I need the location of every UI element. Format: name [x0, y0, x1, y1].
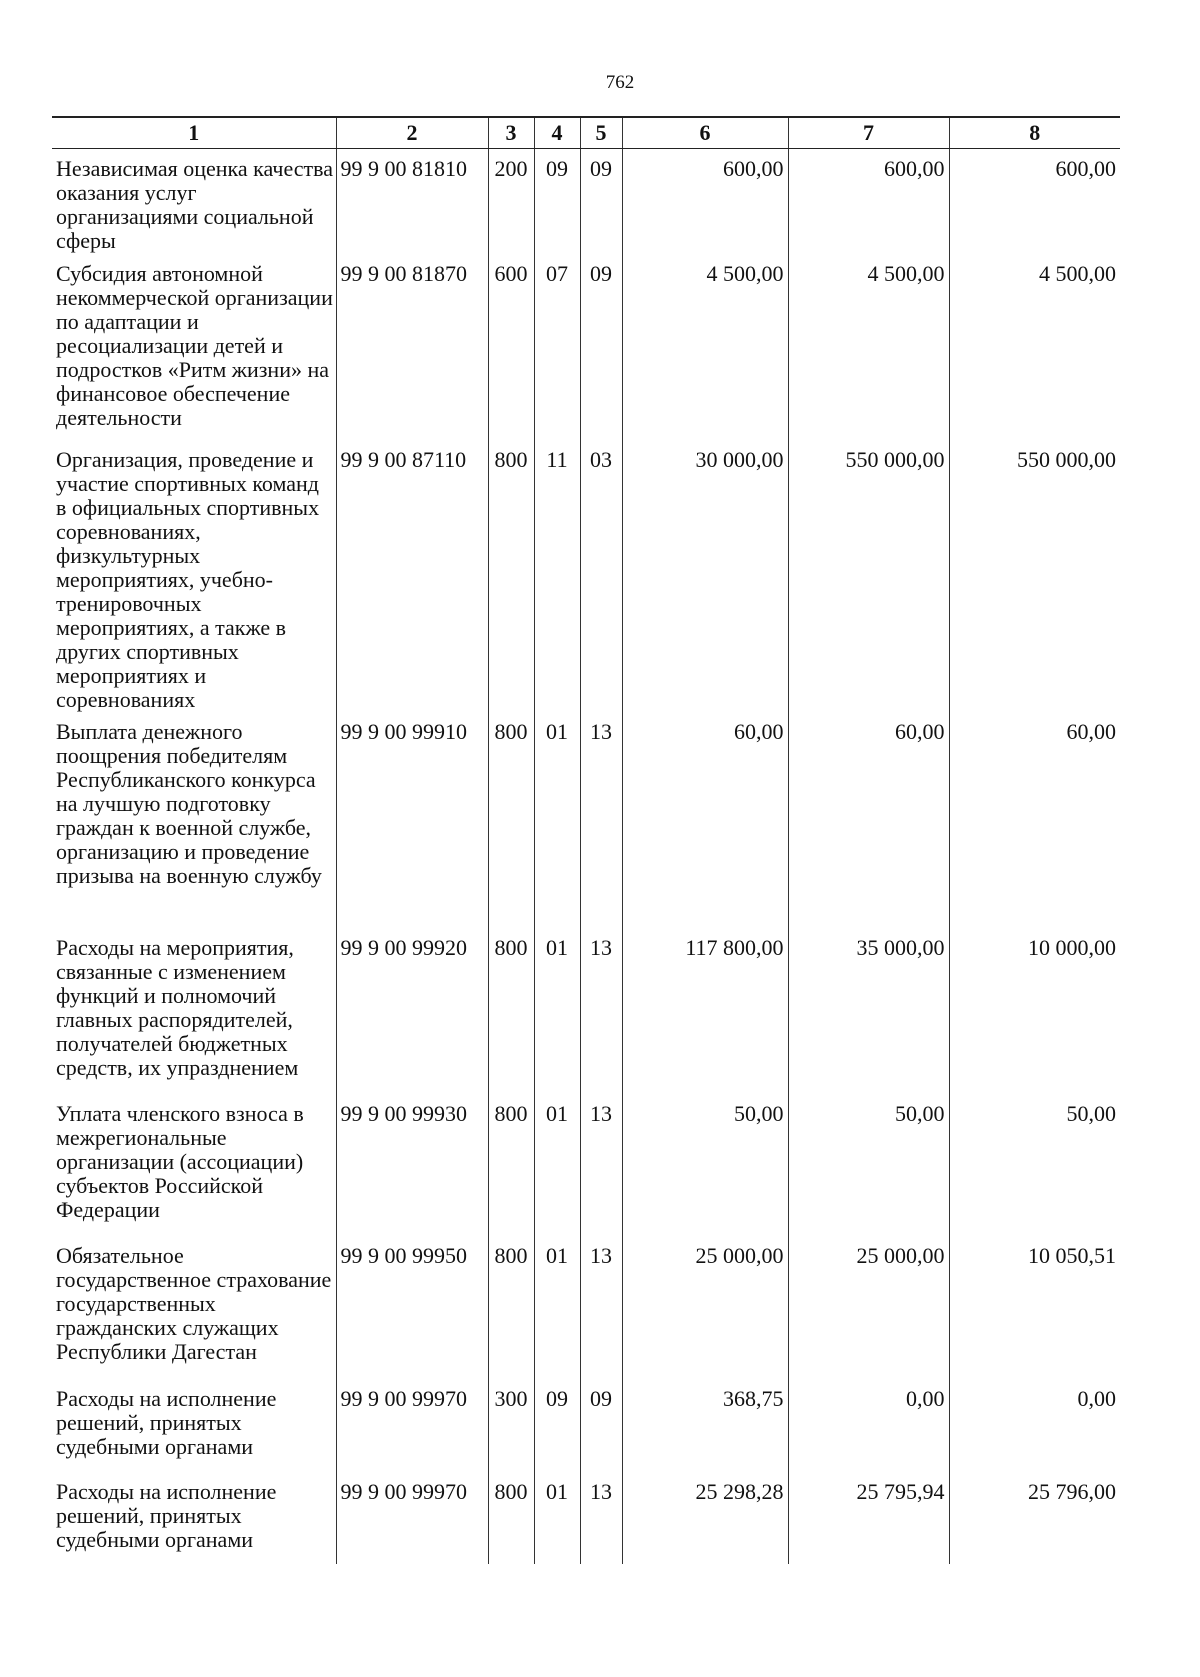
header-col-4: 4: [534, 117, 580, 149]
expense-name: Обязательное государственное страхование государственных гражданских служащих Республики Дагестан: [56, 1242, 332, 1364]
amount-col-6: 368,75: [622, 1379, 788, 1472]
table-row: [52, 440, 1120, 712]
expense-name: Расходы на мероприятия, связанные с изменением функций и полномочий главных распорядителей, получателей бюджетных средств, их упразднением: [56, 934, 299, 1080]
amount-col-6: 600,00: [622, 149, 788, 254]
budget-table: [52, 116, 1120, 1564]
amount-col-7: 60,00: [788, 712, 949, 928]
table-row: [52, 1472, 1120, 1564]
expense-type-code: 800: [488, 1236, 534, 1379]
expense-name: Независимая оценка качества оказания услуг организациями социальной сферы: [56, 156, 334, 253]
table-row: [52, 928, 1120, 1094]
header-col-8: 8: [949, 117, 1120, 149]
table-row: [52, 149, 1120, 254]
amount-col-6: 25 298,28: [622, 1472, 788, 1564]
target-code: 99 9 00 81870: [336, 254, 488, 440]
amount-col-8: 600,00: [949, 149, 1120, 254]
header-col-2: 2: [336, 117, 488, 149]
expense-name: Субсидия автономной некоммерческой организации по адаптации и ресоциализации детей и подростков «Ритм жизни» на финансовое обеспечение деятельности: [56, 260, 333, 430]
table-row: [52, 254, 1120, 440]
expense-type-code: 800: [488, 712, 534, 928]
amount-col-8: 50,00: [949, 1094, 1120, 1236]
amount-col-7: 50,00: [788, 1094, 949, 1236]
subsection-code: 09: [580, 1379, 622, 1472]
section-code: 09: [534, 149, 580, 254]
expense-name: Уплата членского взноса в межрегиональные организации (ассоциации) субъектов Российской Федерации: [56, 1100, 304, 1222]
expense-name: Расходы на исполнение решений, принятых судебными органами: [56, 1385, 277, 1459]
section-code: 01: [534, 1472, 580, 1564]
section-code: 01: [534, 712, 580, 928]
amount-col-6: 60,00: [622, 712, 788, 928]
expense-type-code: 600: [488, 254, 534, 440]
subsection-code: 13: [580, 1236, 622, 1379]
target-code: 99 9 00 99970: [336, 1472, 488, 1564]
amount-col-6: 4 500,00: [622, 254, 788, 440]
amount-col-7: 25 000,00: [788, 1236, 949, 1379]
amount-col-7: 4 500,00: [788, 254, 949, 440]
table-row: [52, 1236, 1120, 1379]
header-col-7: 7: [788, 117, 949, 149]
expense-type-code: 800: [488, 1472, 534, 1564]
amount-col-8: 25 796,00: [949, 1472, 1120, 1564]
subsection-code: 09: [580, 254, 622, 440]
subsection-code: 09: [580, 149, 622, 254]
expense-name: Расходы на исполнение решений, принятых судебными органами: [56, 1478, 277, 1552]
target-code: 99 9 00 81810: [336, 149, 488, 254]
target-code: 99 9 00 99930: [336, 1094, 488, 1236]
section-code: 09: [534, 1379, 580, 1472]
amount-col-6: 25 000,00: [622, 1236, 788, 1379]
amount-col-7: 0,00: [788, 1379, 949, 1472]
section-code: 01: [534, 1094, 580, 1236]
target-code: 99 9 00 99970: [336, 1379, 488, 1472]
amount-col-6: 50,00: [622, 1094, 788, 1236]
expense-type-code: 200: [488, 149, 534, 254]
expense-name: Организация, проведение и участие спортивных команд в официальных спортивных соревнованиях, физкультурных мероприятиях, учебно-тренировочных мероприятиях, а также в других спортивных мероприятиях и соревнованиях: [56, 446, 320, 712]
expense-type-code: 800: [488, 440, 534, 712]
expense-type-code: 800: [488, 1094, 534, 1236]
amount-col-8: 4 500,00: [949, 254, 1120, 440]
page-number: 762: [605, 72, 635, 93]
subsection-code: 13: [580, 1472, 622, 1564]
amount-col-8: 60,00: [949, 712, 1120, 928]
table-row: [52, 1094, 1120, 1236]
expense-name: Выплата денежного поощрения победителям Республиканского конкурса на лучшую подготовку граждан к военной службе, организацию и проведение призыва на военную службу: [56, 718, 322, 888]
table-header: [52, 117, 1120, 149]
subsection-code: 13: [580, 928, 622, 1094]
target-code: 99 9 00 99950: [336, 1236, 488, 1379]
amount-col-6: 30 000,00: [622, 440, 788, 712]
expense-type-code: 800: [488, 928, 534, 1094]
amount-col-7: 550 000,00: [788, 440, 949, 712]
subsection-code: 13: [580, 712, 622, 928]
amount-col-6: 117 800,00: [622, 928, 788, 1094]
header-col-6: 6: [622, 117, 788, 149]
section-code: 07: [534, 254, 580, 440]
target-code: 99 9 00 99910: [336, 712, 488, 928]
section-code: 01: [534, 928, 580, 1094]
amount-col-7: 35 000,00: [788, 928, 949, 1094]
amount-col-7: 25 795,94: [788, 1472, 949, 1564]
target-code: 99 9 00 99920: [336, 928, 488, 1094]
section-code: 11: [534, 440, 580, 712]
subsection-code: 03: [580, 440, 622, 712]
header-col-1: 1: [52, 117, 336, 149]
amount-col-8: 0,00: [949, 1379, 1120, 1472]
table-body: [52, 149, 1120, 1564]
header-col-3: 3: [488, 117, 534, 149]
section-code: 01: [534, 1236, 580, 1379]
header-col-5: 5: [580, 117, 622, 149]
amount-col-8: 550 000,00: [949, 440, 1120, 712]
amount-col-7: 600,00: [788, 149, 949, 254]
target-code: 99 9 00 87110: [336, 440, 488, 712]
amount-col-8: 10 050,51: [949, 1236, 1120, 1379]
header-row: [52, 117, 1120, 149]
subsection-code: 13: [580, 1094, 622, 1236]
amount-col-8: 10 000,00: [949, 928, 1120, 1094]
expense-type-code: 300: [488, 1379, 534, 1472]
table-row: [52, 1379, 1120, 1472]
table-row: [52, 712, 1120, 928]
